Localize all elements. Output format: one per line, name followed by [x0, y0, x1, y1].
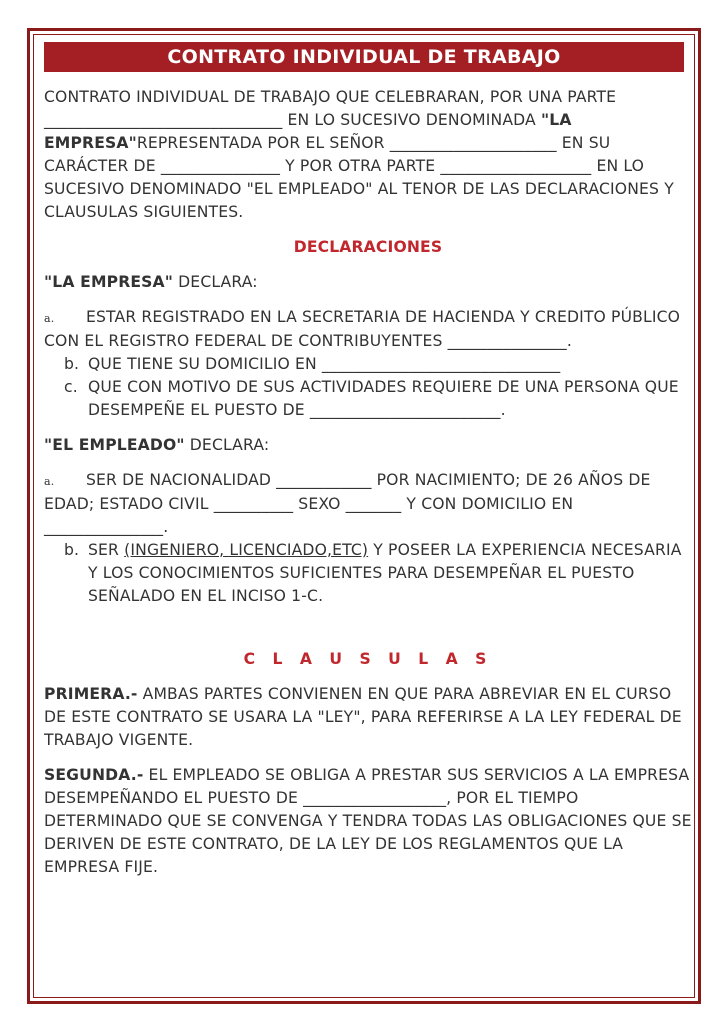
intro-paragraph: CONTRATO INDIVIDUAL DE TRABAJO QUE CELEBRARAN, POR UNA PARTE ______________________________ EN LO SUCESIVO DENOMINADA "LA EMPRESA"REPRESENTADA POR EL SEÑOR _____________________ EN SU CARÁCTER DE _______________ Y POR OTRA PARTE ___________________ EN LO SUCESIVO DENOMINADO "EL EMPLEADO" AL TENOR DE LAS DECLARACIONES Y CLAUSULAS SIGUIENTES.: [44, 88, 674, 221]
clausula-label: SEGUNDA.-: [44, 766, 144, 784]
empresa-item-a: a. ESTAR REGISTRADO EN LA SECRETARIA DE HACIENDA Y CREDITO PÚBLICO CON EL REGISTRO FEDERAL DE CONTRIBUYENTES _______________.: [44, 308, 681, 350]
empleado-items-list: [44, 539, 692, 608]
empresa-label: "LA EMPRESA": [44, 273, 174, 291]
document-body: [44, 86, 692, 891]
empleado-declara: "EL EMPLEADO" DECLARA:: [44, 436, 270, 454]
item-marker: a.: [44, 475, 55, 488]
profession-placeholder: (INGENIERO, LICENCIADO,ETC): [124, 541, 369, 559]
empleado-item-a: a. SER DE NACIONALIDAD ____________ POR NACIMIENTO; DE 26 AÑOS DE EDAD; ESTADO CIVIL __________ SEXO _______ Y CON DOMICILIO EN _______________.: [44, 471, 651, 536]
spacer: [44, 620, 692, 648]
intro-empresa-label: "LA EMPRESA": [44, 111, 572, 152]
empresa-items-list: [44, 353, 692, 422]
item-marker: a.: [44, 312, 55, 325]
clausula-label: PRIMERA.-: [44, 685, 138, 703]
empleado-label: "EL EMPLEADO": [44, 436, 185, 454]
list-item: b. QUE TIENE SU DOMICILIO EN ______________________________: [64, 355, 561, 373]
document-title: CONTRATO INDIVIDUAL DE TRABAJO: [44, 42, 684, 72]
clausulas-heading: C L A U S U L A S: [243, 650, 493, 668]
declaraciones-heading: DECLARACIONES: [293, 238, 443, 256]
empresa-declara: "LA EMPRESA" DECLARA:: [44, 273, 258, 291]
clausula-segunda: SEGUNDA.- EL EMPLEADO SE OBLIGA A PRESTAR SUS SERVICIOS A LA EMPRESA DESEMPEÑANDO EL PUESTO DE __________________, POR EL TIEMPO DETERMINADO QUE SE CONVENGA Y TENDRA TODAS LAS OBLIGACIONES QUE SE DERIVEN DE ESTE CONTRATO, DE LA LEY DE LOS REGLAMENTOS QUE LA EMPRESA FIJE.: [44, 766, 692, 876]
list-item: b. SER (INGENIERO, LICENCIADO,ETC) Y POSEER LA EXPERIENCIA NECESARIA Y LOS CONOCIMIENTOS SUFICIENTES PARA DESEMPEÑAR EL PUESTO SEÑALADO EN EL INCISO 1-C.: [64, 541, 682, 605]
clausula-primera: PRIMERA.- AMBAS PARTES CONVIENEN EN QUE PARA ABREVIAR EN EL CURSO DE ESTE CONTRATO SE USARA LA "LEY", PARA REFERIRSE A LA LEY FEDERAL DE TRABAJO VIGENTE.: [44, 685, 682, 749]
list-item: c. QUE CON MOTIVO DE SUS ACTIVIDADES REQUIERE DE UNA PERSONA QUE DESEMPEÑE EL PUESTO DE ________________________.: [64, 378, 679, 419]
